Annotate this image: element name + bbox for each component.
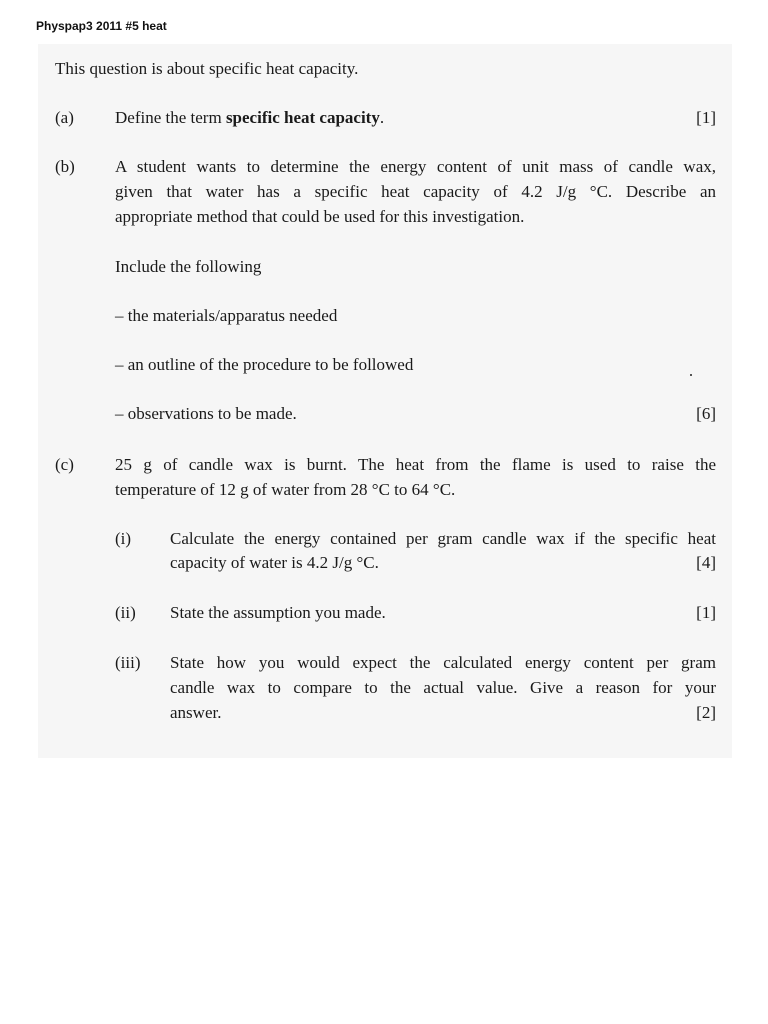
part-b-marks: [6] bbox=[696, 404, 716, 423]
part-b-bullet: – observations to be made. bbox=[115, 404, 297, 423]
part-b-line: A student wants to determine the energy content of unit mass of candle wax, bbox=[115, 157, 716, 176]
part-a-marks: [1] bbox=[696, 108, 716, 127]
part-c-i-line: Calculate the energy contained per gram candle wax if the specific heat bbox=[170, 529, 716, 548]
part-c-iii-line: candle wax to compare to the actual value. Give a reason for your bbox=[170, 678, 716, 697]
part-b-line: given that water has a specific heat capacity of 4.2 J/g °C. Describe an bbox=[115, 182, 716, 201]
document-header: Physpap3 2011 #5 heat bbox=[36, 19, 167, 33]
part-b-label: (b) bbox=[55, 157, 75, 176]
part-a-text-start: Define the term bbox=[115, 108, 226, 127]
part-b-bullet: – the materials/apparatus needed bbox=[115, 306, 338, 325]
part-c-ii-marks: [1] bbox=[696, 603, 716, 622]
part-a-term: specific heat capacity bbox=[225, 108, 380, 127]
part-c-i-line: capacity of water is 4.2 J/g °C. bbox=[170, 553, 379, 572]
part-c-line: 25 g of candle wax is burnt. The heat from the flame is used to raise the bbox=[115, 455, 716, 474]
question-intro: This question is about specific heat capacity. bbox=[55, 59, 359, 78]
part-c-line: temperature of 12 g of water from 28 °C to 64 °C. bbox=[115, 480, 456, 499]
part-b-bullet: – an outline of the procedure to be followed bbox=[115, 355, 414, 374]
part-c-iii-line: answer. bbox=[170, 703, 222, 722]
part-a-text bbox=[115, 106, 384, 130]
part-a-text-end: . bbox=[379, 108, 385, 127]
part-c-ii-text: State the assumption you made. bbox=[170, 603, 386, 622]
part-c-iii-line: State how you would expect the calculated energy content per gram bbox=[170, 653, 716, 672]
part-c-iii-label: (iii) bbox=[115, 653, 141, 672]
scan-speck bbox=[690, 374, 692, 376]
part-c-label: (c) bbox=[55, 455, 74, 474]
part-b-include: Include the following bbox=[115, 257, 262, 276]
part-c-i-marks: [4] bbox=[696, 553, 716, 572]
part-c-i-label: (i) bbox=[115, 529, 132, 548]
part-c-iii-marks: [2] bbox=[696, 703, 716, 722]
part-b-line: appropriate method that could be used for this investigation. bbox=[115, 207, 525, 226]
part-a-label: (a) bbox=[55, 108, 74, 127]
part-c-ii-label: (ii) bbox=[115, 603, 136, 622]
